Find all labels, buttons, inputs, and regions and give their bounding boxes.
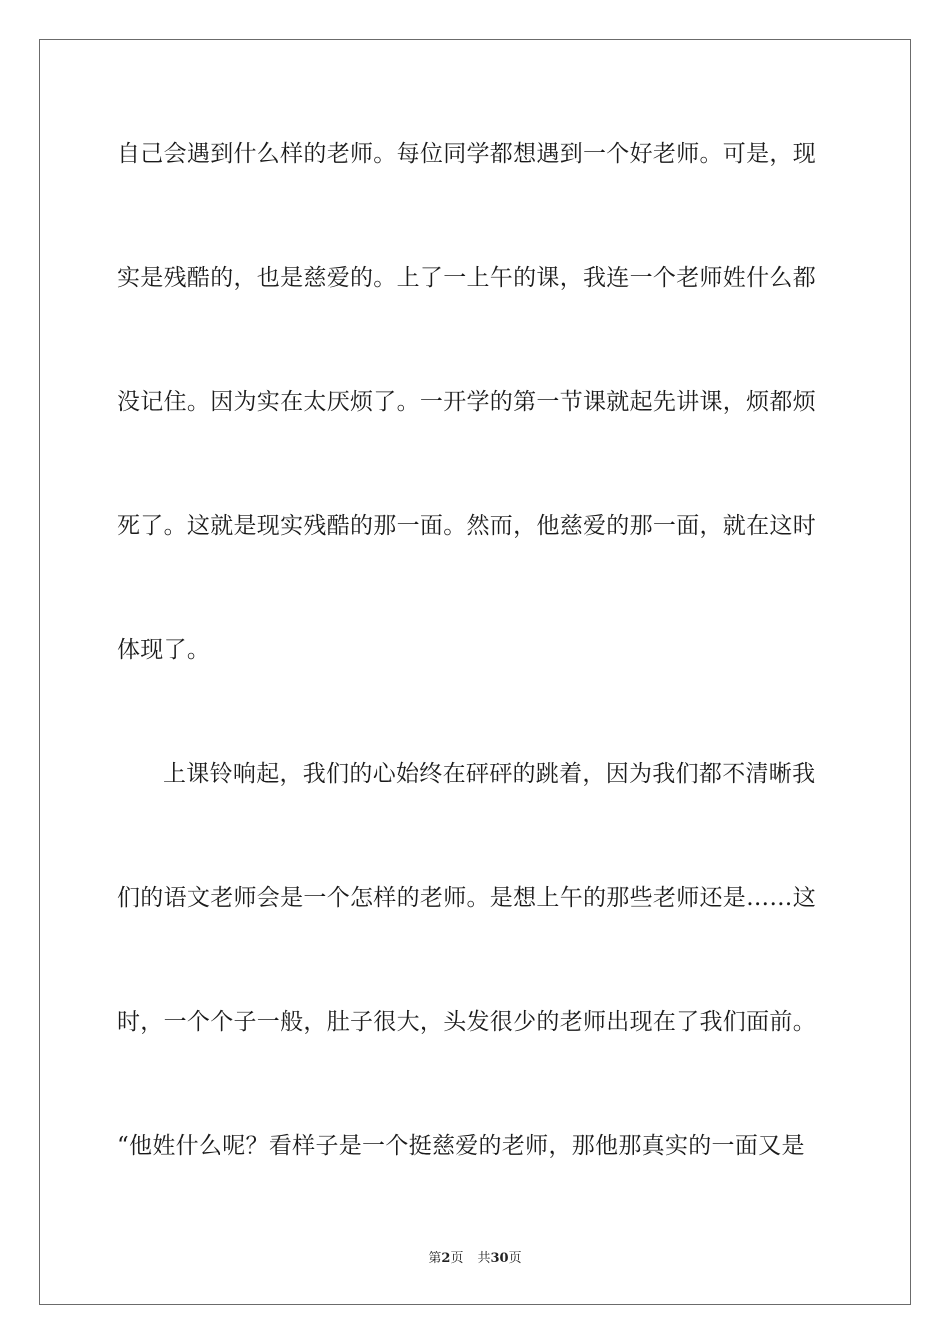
page-current: 2: [441, 1251, 451, 1266]
page-footer: [0, 1247, 950, 1266]
text-line-3: 没记住。因为实在太厌烦了。一开学的第一节课就起先讲课，烦都烦: [117, 389, 816, 415]
text-line-6: 上课铃响起，我们的心始终在砰砰的跳着，因为我们都不清晰我: [163, 761, 816, 787]
text-line-7: 们的语文老师会是一个怎样的老师。是想上午的那些老师还是……这: [117, 885, 816, 911]
page-suffix: 页: [450, 1251, 464, 1266]
text-line-5: 体现了。: [117, 637, 211, 663]
page-border: [39, 39, 911, 1305]
text-line-2: 实是残酷的，也是慈爱的。上了一上午的课，我连一个老师姓什么都: [117, 265, 816, 291]
text-line-4: 死了。这就是现实残酷的那一面。然而，他慈爱的那一面，就在这时: [117, 513, 816, 539]
text-line-8: 时，一个个子一般，肚子很大，头发很少的老师出现在了我们面前。: [117, 1009, 816, 1035]
page-total: 30: [490, 1251, 509, 1266]
total-prefix: 共: [477, 1251, 491, 1266]
page-prefix: 第: [428, 1251, 442, 1266]
text-line-1: 自己会遇到什么样的老师。每位同学都想遇到一个好老师。可是，现: [117, 141, 816, 167]
text-line-9: “他姓什么呢？看样子是一个挺慈爱的老师，那他那真实的一面又是: [117, 1133, 805, 1159]
total-suffix: 页: [508, 1251, 522, 1266]
